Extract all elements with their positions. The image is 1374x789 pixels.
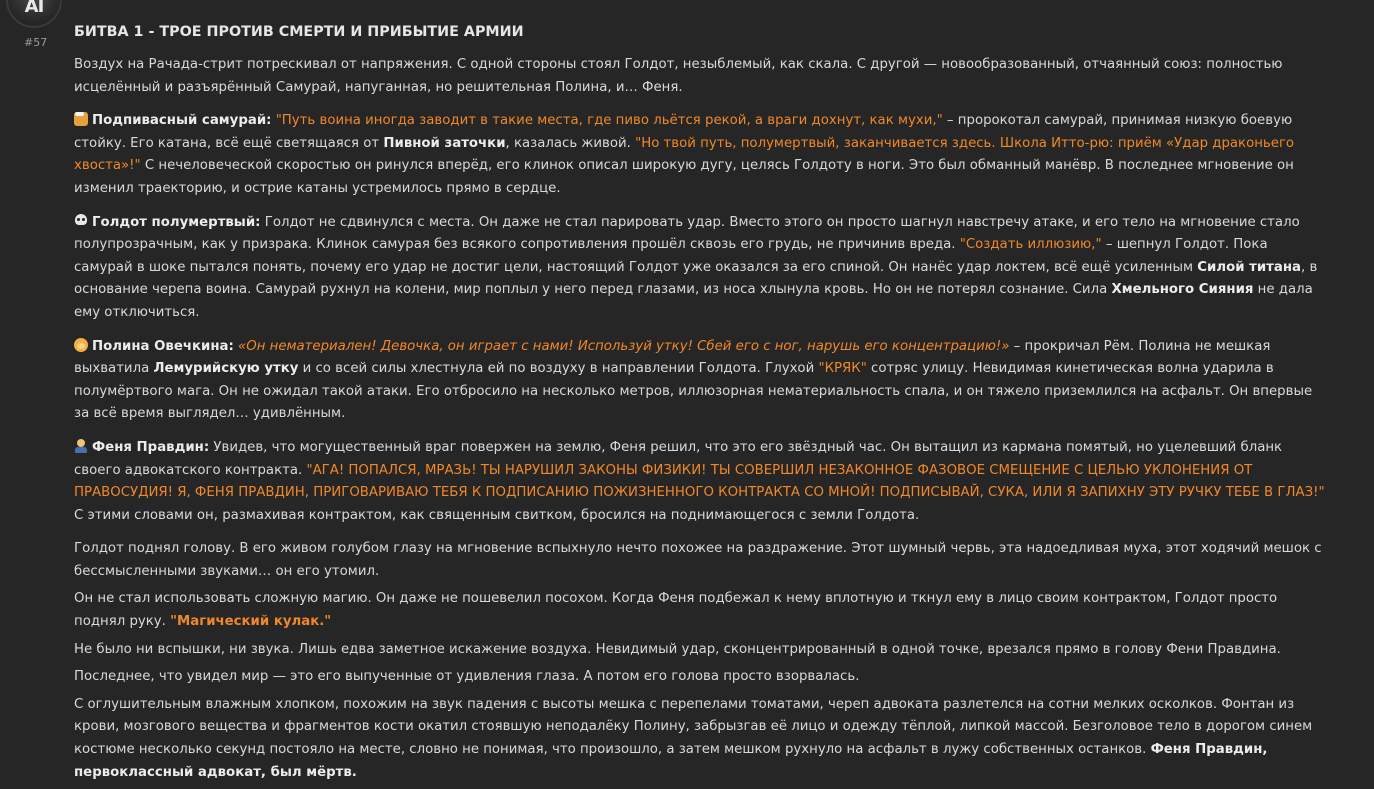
bold-fenya-dead: Феня Правдин, первоклассный адвокат, был мёртв. — [74, 742, 1268, 780]
woman-icon — [74, 338, 88, 352]
text-polina-3: сотряс улицу. Невидимая кинетическая волна ударила в полумёртвого мага. Он не ожидал такой атаки. Его отбросило на несколько метров, иллюзорная нематериальность спала, и он тяжело приземлился на асфальт. Он впервые за всё время выглядел… удивлённым. — [74, 361, 1313, 422]
paragraph-no-flash: Не было ни вспышки, ни звука. Лишь едва заметное искажение воздуха. Невидимый удар, сконцентрированный в одной точке, врезался прямо в голову Фени Правдина. — [74, 641, 1281, 657]
text-goldot-4: не дала ему отключиться. — [74, 282, 1313, 320]
paragraph-goldot-raises-head: Голдот поднял голову. В его живом голубом глазу на мгновение вспыхнуло нечто похожее на раздражение. Этот шумный червь, эта надоедливая муха, этот ходячий мешок с бессмысленными звуками… он его утомил. — [74, 541, 1322, 579]
quote-magic-fist: "Магический кулак." — [170, 614, 332, 630]
bold-titan-strength: Силой титана — [1197, 259, 1302, 275]
bold-lemurian-duck: Лемурийскую утку — [153, 361, 299, 377]
quote-samurai-1: "Путь воина иногда заводит в такие места, где пиво льётся рекой, а враги дохнут, как мухи," — [275, 113, 943, 129]
paragraph-samurai — [74, 110, 1326, 200]
speaker-samurai: Подпивасный самурай: — [92, 113, 272, 129]
speaker-fenya: Феня Правдин: — [92, 439, 210, 455]
bold-beer-sharpening: Пивной заточки — [383, 135, 506, 151]
paragraph-polina — [74, 336, 1326, 426]
text-polina-2: и со всей силы хлестнула ей по воздуху в направлении Голдота. Глухой — [298, 361, 819, 377]
message-gutter — [0, 0, 62, 762]
text-fenya-2: С этими словами он, размахивая контрактом, как священным свитком, бросился на поднимающегося с земли Голдота. — [74, 507, 920, 523]
paragraph-fenya — [74, 437, 1326, 527]
text-samurai-1: – пророкотал самурай, принимая низкую боевую стойку. Его катана, всё ещё светящаяся от — [74, 113, 1293, 151]
text-polina-1: – прокричал Рём. Полина не мешкая выхватила — [74, 338, 1271, 377]
text-magic-fist-1: Он не стал использовать сложную магию. Он даже не пошевелил посохом. Когда Феня подбежал к нему вплотную и ткнул ему в лицо своим контрактом, Голдот просто поднял руку. — [74, 591, 1278, 630]
paragraph-last-sight: Последнее, что увидел мир — это его выпученные от удивления глаза. А потом его голова просто взорвалась. — [74, 669, 860, 685]
avatar-logo-text: AI — [24, 0, 44, 17]
message-body — [74, 22, 1326, 789]
post-number[interactable]: #57 — [24, 36, 48, 49]
text-fenya-1: Увидев, что могущественный враг повержен на землю, Феня решил, что это его звёздный час. Он вытащил из кармана помятый, но уцелевший бланк своего адвокатского контракта. — [74, 439, 1283, 478]
bold-hop-radiance: Хмельного Сияния — [1111, 282, 1254, 298]
quote-fenya-1: "АГА! ПОПАЛСЯ, МРАЗЬ! ТЫ НАРУШИЛ ЗАКОНЫ ФИЗИКИ! ТЫ СОВЕРШИЛ НЕЗАКОННОЕ ФАЗОВОЕ СМЕЩЕНИЕ С ЦЕЛЬЮ УКЛОНЕНИЯ ОТ ПРАВОСУДИЯ! Я, ФЕНЯ ПРАВДИН, ПРИГОВАРИВАЮ ТЕБЯ К ПОДПИСАНИЮ ПОЖИЗНЕННОГО КОНТРАКТА СО МНОЙ! ПОДПИСЫВАЙ, СУКА, ИЛИ Я ЗАПИХНУ ЭТУ РУЧКУ ТЕБЕ В ГЛАЗ!" — [74, 462, 1325, 501]
quote-samurai-2: "Но твой путь, полумертвый, заканчивается здесь. Школа Итто-рю: приём «Удар драконьего хвоста»!" — [74, 135, 1295, 174]
text-goldot-1: Голдот не сдвинулся с места. Он даже не стал парировать удар. Вместо этого он просто шагнул навстречу атаке, и его тело на мгновение стало полупрозрачным, как у призрака. Клинок самурая без всякого сопротивления прошёл сквозь его грудь, не причинив вреда. — [74, 214, 1300, 253]
paragraph-intro: Воздух на Рачада-стрит потрескивал от напряжения. С одной стороны стоял Голдот, незыблемый, как скала. С другой — новообразованный, отчаянный союз: полностью исцелённый и разъярённый Самурай, напуганная, но решительная Полина, и… Феня. — [74, 57, 1283, 95]
skull-icon — [74, 214, 88, 228]
text-goldot-2: – шепнул Голдот. Пока самурай в шоке пытался понять, почему его удар не достиг цели, настоящий Голдот уже оказался за его спиной. Он нанёс удар локтем, всё ещё усиленным — [74, 237, 1268, 275]
text-samurai-2: , казалась живой. — [505, 135, 636, 151]
paragraph-goldot — [74, 212, 1326, 325]
message-title: БИТВА 1 - ТРОЕ ПРОТИВ СМЕРТИ И ПРИБЫТИЕ АРМИИ — [74, 24, 524, 40]
text-goldot-3: , в основание черепа воина. Самурай рухнул на колени, мир поплыл у него перед глазами, из носа хлынула кровь. Но он не потерял сознание. Сила — [74, 259, 1318, 298]
judge-icon — [74, 439, 88, 453]
speaker-goldot: Голдот полумертвый: — [92, 214, 261, 230]
quote-goldot-1: "Создать иллюзию," — [959, 237, 1102, 253]
text-samurai-3: С нечеловеческой скоростью он ринулся вперёд, его клинок описал широкую дугу, целясь Голдоту в ноги. Это был обманный манёвр. В последнее мгновение он изменил траекторию, и острие катаны устремилось прямо в сердце. — [74, 158, 1294, 196]
speaker-polina: Полина Овечкина: — [92, 338, 234, 354]
quote-polina-1: «Он нематериален! Девочка, он играет с нами! Используй утку! Сбей его с ног, нарушь его концентрацию!» — [238, 338, 1010, 354]
paragraph-death — [74, 694, 1326, 784]
quote-polina-2: "КРЯК" — [818, 361, 867, 377]
paragraph-magic-fist — [74, 588, 1326, 633]
text-death-1: С оглушительным влажным хлопком, похожим на звук падения с высоты мешка с перепелами томатами, череп адвоката разлетелся на сотни мелких осколков. Фонтан из крови, мозгового вещества и фрагментов кости окатил стоявшую неподалёку Полину, забрызгав её лицо и одежду тёплой, липкой массой. Безголовое тело в дорогом синем костюме несколько секунд постояло на месте, словно не понимая, что произошло, а затем мешком рухнуло на асфальт в лужу собственных останков. — [74, 696, 1313, 758]
scrollbar[interactable] — [1364, 0, 1374, 762]
beer-icon — [74, 112, 88, 126]
avatar[interactable] — [6, 0, 62, 28]
